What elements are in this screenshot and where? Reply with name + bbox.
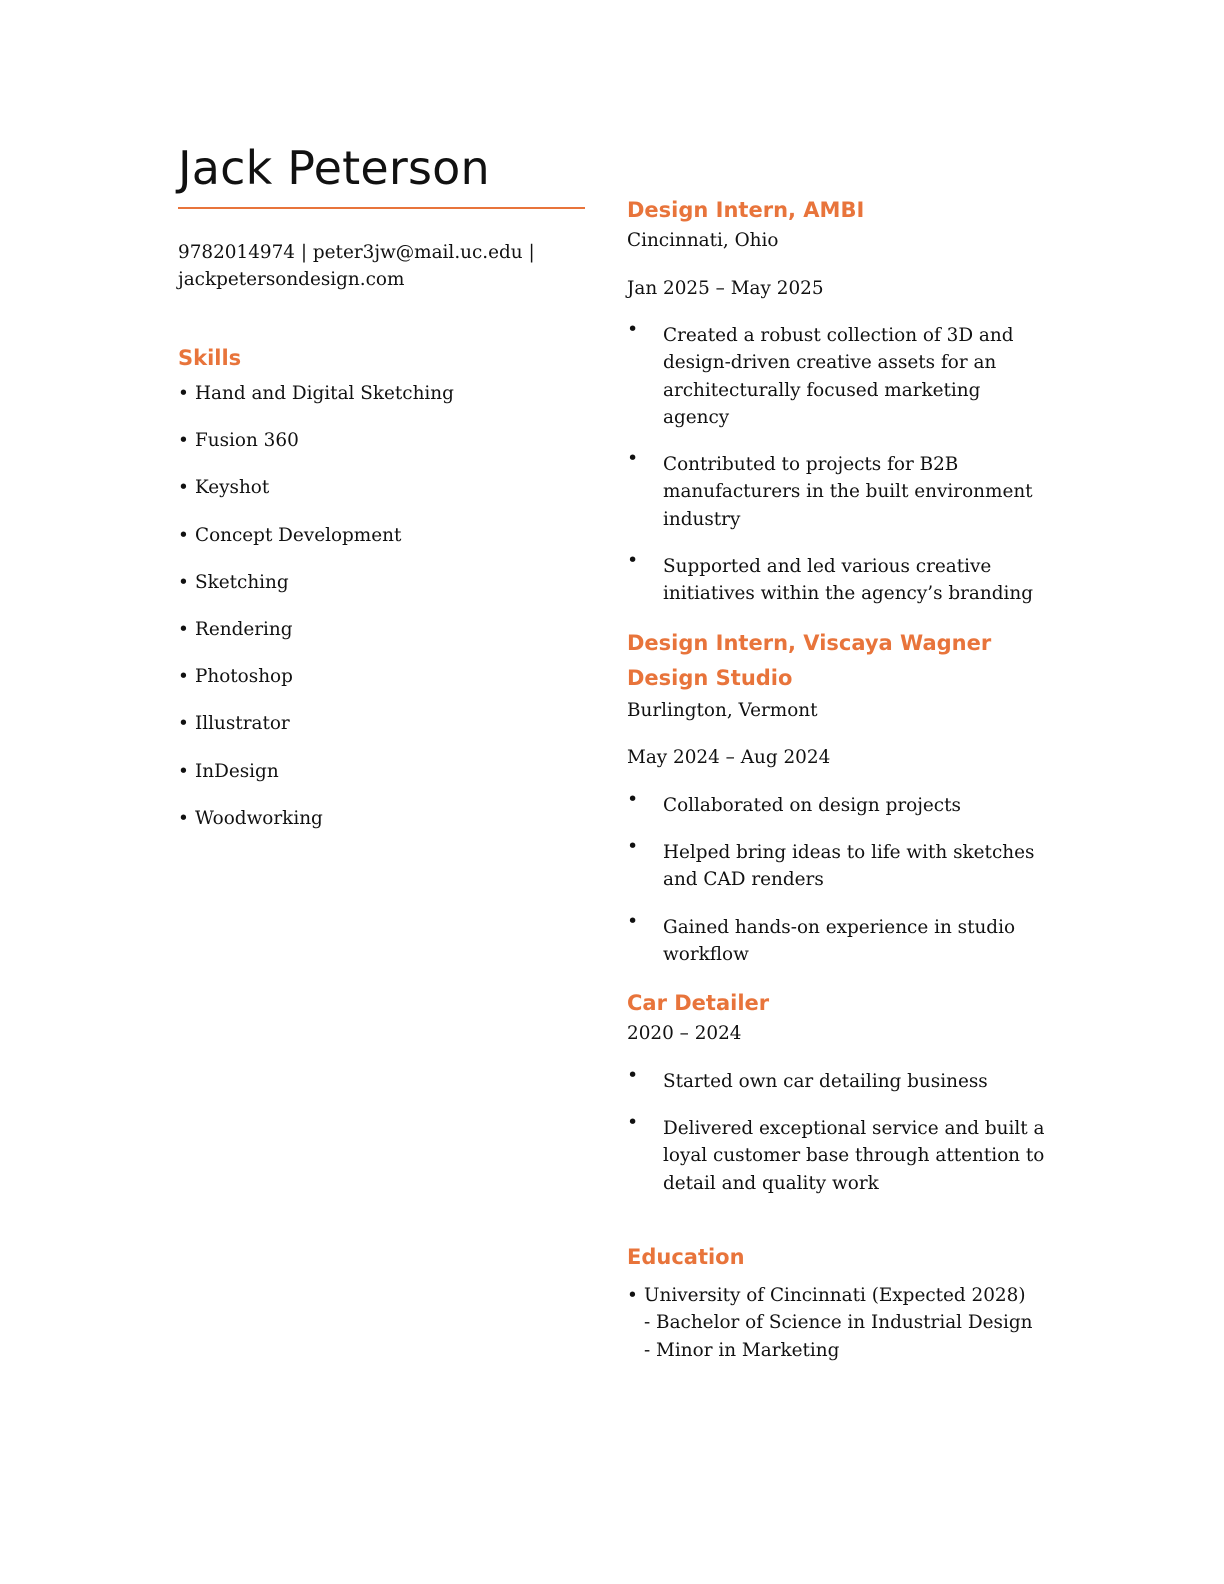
job-dates: May 2024 – Aug 2024: [627, 747, 831, 769]
skill-item: • Woodworking: [178, 805, 588, 832]
skill-item: • Concept Development: [178, 522, 588, 549]
job-title: Design Intern, AMBI: [627, 198, 865, 222]
skill-item: • Sketching: [178, 569, 588, 596]
education-entry: [627, 1282, 1047, 1364]
contact-line-phone-email: 9782014974 | peter3jw@mail.uc.edu |: [178, 242, 535, 263]
job-dates: Jan 2025 – May 2025: [627, 277, 824, 299]
skill-item: • Fusion 360: [178, 427, 588, 454]
job-bullet: • Contributed to projects for B2B manufacturers in the built environment industry: [627, 451, 1047, 533]
skills-heading: Skills: [178, 346, 242, 370]
skill-item: • InDesign: [178, 758, 588, 785]
skill-item: • Hand and Digital Sketching: [178, 380, 588, 407]
name-divider: [178, 207, 585, 209]
job-bullets: [627, 1068, 1047, 1197]
education-heading: Education: [627, 1244, 745, 1269]
experience-entry: [627, 626, 1047, 968]
skill-item: • Keyshot: [178, 474, 588, 501]
contact-line-website: jackpetersondesign.com: [178, 269, 405, 290]
job-location: Burlington, Vermont: [627, 699, 818, 721]
candidate-name: Jack Peterson: [178, 141, 490, 195]
left-column: [178, 138, 588, 852]
experience-entry: [627, 193, 1047, 608]
skills-list: [178, 380, 588, 832]
skill-item: • Illustrator: [178, 710, 588, 737]
right-column: [627, 193, 1047, 1364]
skill-item: • Photoshop: [178, 663, 588, 690]
education-degree: - Bachelor of Science in Industrial Design: [644, 1312, 1033, 1334]
job-bullet: • Supported and led various creative initiatives within the agency’s branding: [627, 553, 1047, 608]
skill-item: • Rendering: [178, 616, 588, 643]
job-dates: 2020 – 2024: [627, 1023, 742, 1045]
experience-entry: [627, 986, 1047, 1197]
education-school: • University of Cincinnati (Expected 2028): [644, 1284, 1026, 1306]
job-bullet: • Created a robust collection of 3D and design-driven creative assets for an architecturally focused marketing agency: [627, 322, 1047, 431]
job-bullet: • Helped bring ideas to life with sketches and CAD renders: [627, 839, 1047, 894]
job-title: Car Detailer: [627, 991, 770, 1016]
job-bullet: • Gained hands-on experience in studio workflow: [627, 914, 1047, 969]
job-location: Cincinnati, Ohio: [627, 230, 779, 251]
job-bullets: [627, 322, 1047, 608]
education-minor: - Minor in Marketing: [644, 1339, 840, 1361]
job-bullet: • Collaborated on design projects: [627, 792, 1047, 819]
job-bullets: [627, 792, 1047, 968]
job-bullet: • Started own car detailing business: [627, 1068, 1047, 1095]
contact-info: [178, 239, 558, 293]
job-bullet: • Delivered exceptional service and built a loyal customer base through attention to detail and quality work: [627, 1115, 1047, 1197]
job-title: Design Intern, Viscaya Wagner Design Studio: [627, 630, 992, 691]
